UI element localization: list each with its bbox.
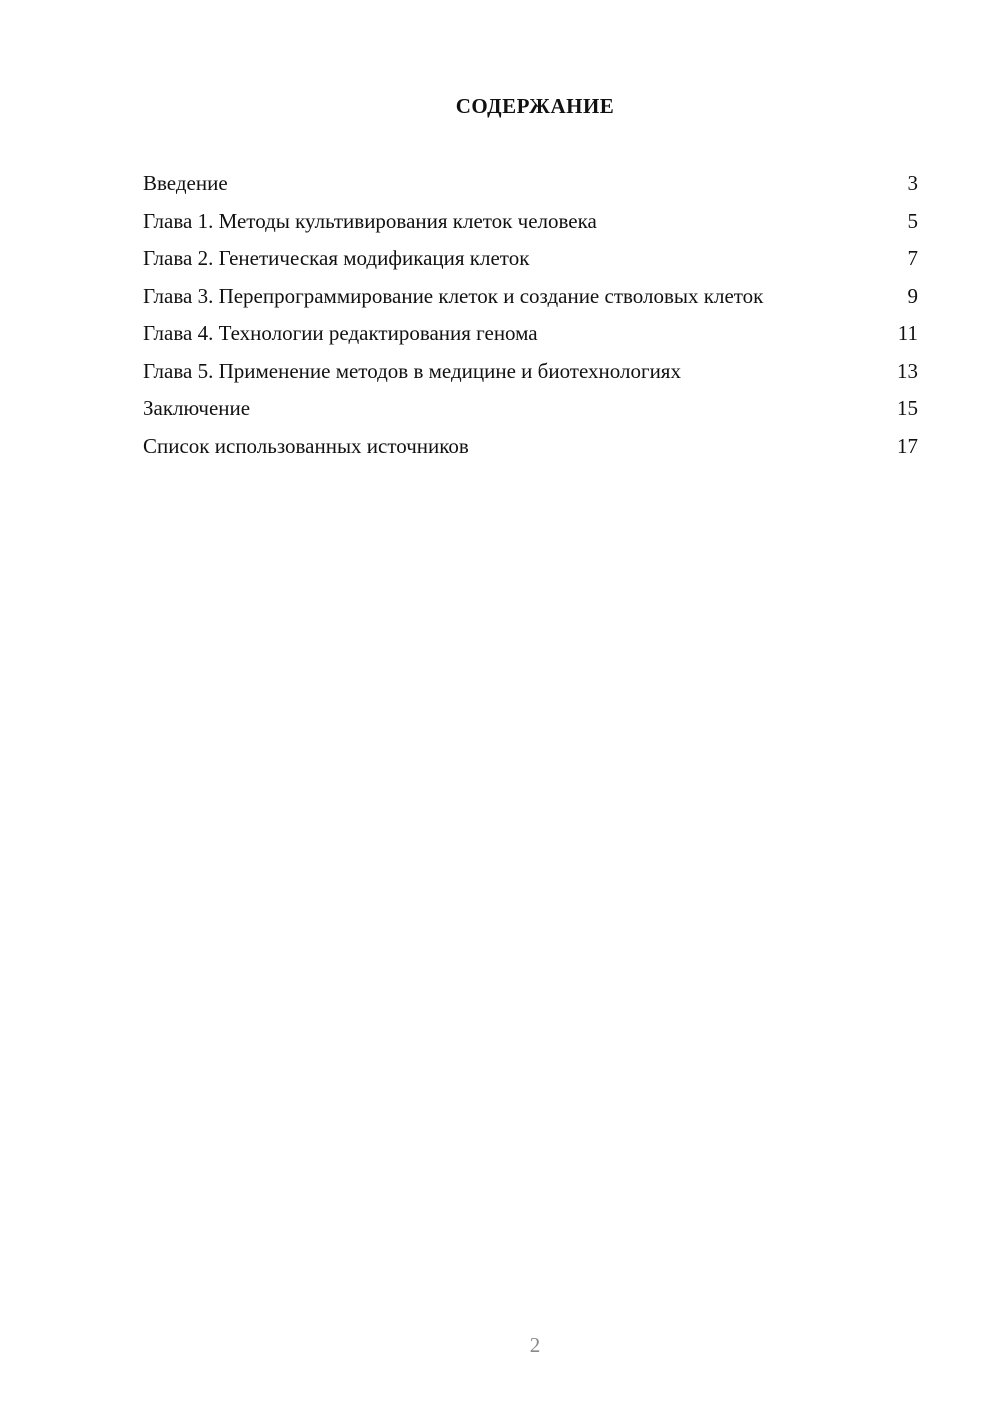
toc-entry — [143, 245, 918, 271]
toc-entry — [143, 433, 918, 459]
toc-entry-page: 7 — [907, 246, 918, 270]
toc-entry — [143, 170, 918, 196]
toc-entry-page: 5 — [907, 208, 918, 233]
toc-title: СОДЕРЖАНИЕ — [455, 94, 615, 118]
toc-entry-label: Глава 2. Генетическая модификация клеток — [143, 246, 530, 270]
page-number: 2 — [529, 1333, 541, 1357]
toc-entry-page: 3 — [907, 171, 918, 195]
toc-entry-label: Список использованных источников — [143, 433, 469, 458]
toc-entry-label: Заключение — [143, 396, 251, 420]
toc-entry — [143, 395, 918, 421]
toc-entry — [143, 320, 918, 346]
toc-entry — [143, 208, 918, 234]
toc-entry-label: Глава 4. Технологии редактирования генома — [143, 321, 538, 345]
toc-entry-page: 9 — [907, 283, 918, 308]
toc-entry — [143, 283, 918, 309]
toc-entry-page: 11 — [897, 321, 918, 345]
toc-entry-label: Глава 1. Методы культивирования клеток человека — [143, 208, 597, 233]
toc-entry — [143, 358, 918, 384]
toc-entry-label: Введение — [143, 171, 228, 195]
toc-entry-page: 15 — [897, 396, 918, 420]
toc-entry-page: 17 — [897, 433, 918, 458]
toc-list — [143, 170, 918, 470]
toc-entry-label: Глава 3. Перепрограммирование клеток и создание стволовых клеток — [143, 283, 764, 308]
toc-entry-page: 13 — [897, 358, 918, 383]
toc-entry-label: Глава 5. Применение методов в медицине и биотехнологиях — [143, 358, 681, 383]
